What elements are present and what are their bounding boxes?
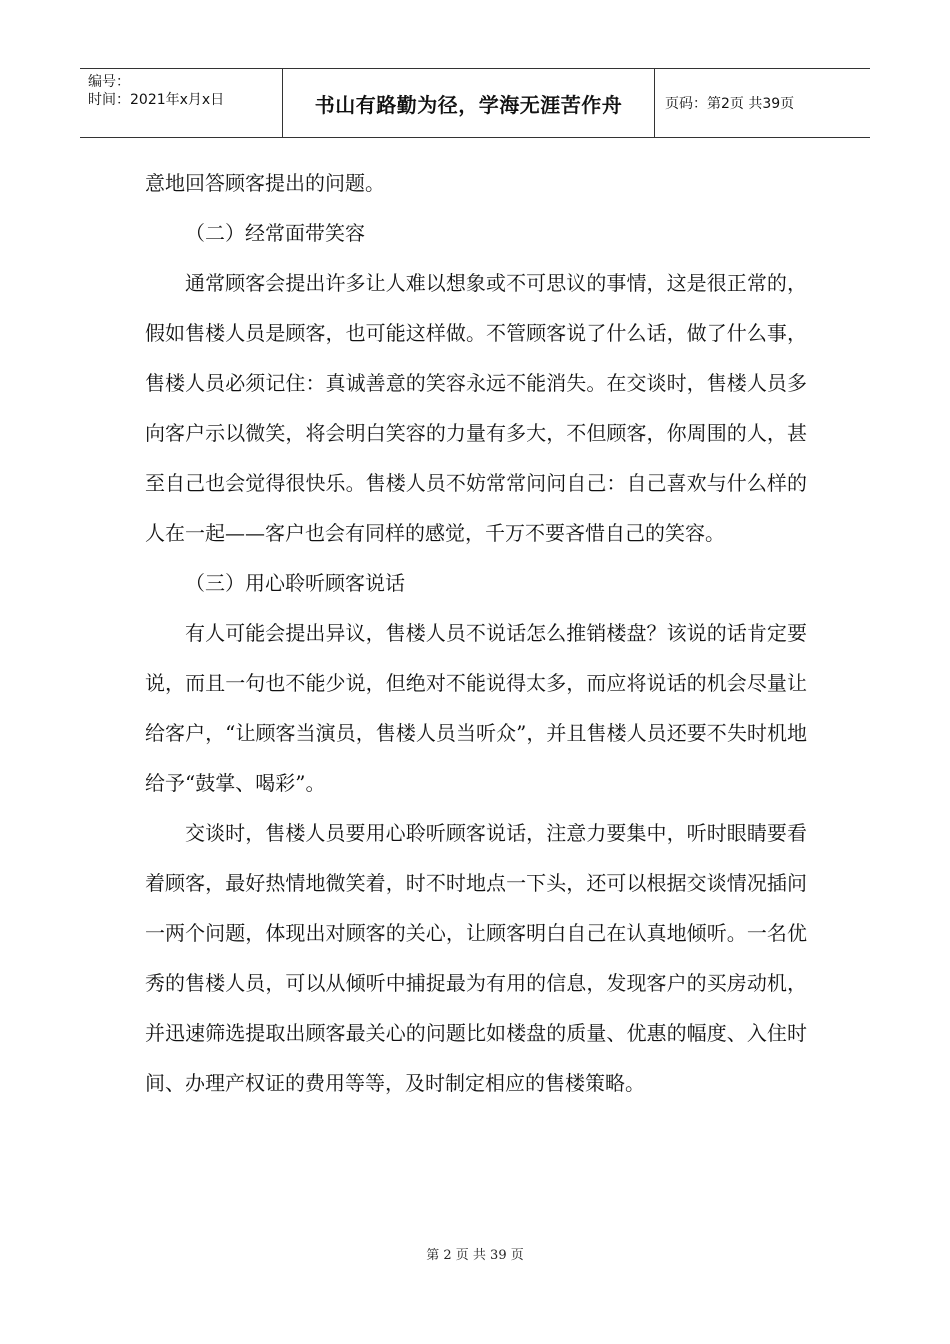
- page-footer: 第 2 页 共 39 页: [426, 1248, 524, 1263]
- page-header: [80, 68, 870, 138]
- header-page-info: 页码：第2页 共39页: [665, 96, 795, 112]
- section-heading-smile: （二）经常面带笑容: [185, 221, 365, 245]
- document-number-label: 编号：: [88, 74, 130, 90]
- document-body: [145, 158, 807, 1108]
- section-heading-listen: （三）用心聆听顾客说话: [185, 571, 405, 595]
- paragraph-smile: 通常顾客会提出许多让人难以想象或不可思议的事情，这是很正常的，假如售楼人员是顾客，也可能这样做。不管顾客说了什么话，做了什么事，售楼人员必须记住：真诚善意的笑容永远不能消失。在交谈时，售楼人员多向客户示以微笑，将会明白笑容的力量有多大，不但顾客，你周围的人，甚至自己也会觉得很快乐。售楼人员不妨常常问问自己：自己喜欢与什么样的人在一起——客户也会有同样的感觉，千万不要吝惜自己的笑容。: [145, 271, 807, 545]
- continuation-paragraph: 意地回答顾客提出的问题。: [145, 171, 385, 195]
- paragraph-listen-1: 有人可能会提出异议，售楼人员不说话怎么推销楼盘？该说的话肯定要说，而且一句也不能少说，但绝对不能说得太多，而应将说话的机会尽量让给客户，“让顾客当演员，售楼人员当听众”，并且售楼人员还要不失时机地给予“鼓掌、喝彩”。: [145, 621, 807, 795]
- document-date-label: 时间：2021年x月x日: [88, 92, 225, 108]
- header-meta-cell: [80, 69, 283, 137]
- paragraph-listen-2: 交谈时，售楼人员要用心聆听顾客说话，注意力要集中，听时眼睛要看着顾客，最好热情地微笑着，时不时地点一下头，还可以根据交谈情况插问一两个问题，体现出对顾客的关心，让顾客明白自己在认真地倾听。一名优秀的售楼人员，可以从倾听中捕捉最为有用的信息，发现客户的买房动机，并迅速筛选提取出顾客最关心的问题比如楼盘的质量、优惠的幅度、入住时间、办理产权证的费用等等，及时制定相应的售楼策略。: [145, 821, 807, 1095]
- header-motto: 书山有路勤为径，学海无涯苦作舟: [283, 69, 655, 137]
